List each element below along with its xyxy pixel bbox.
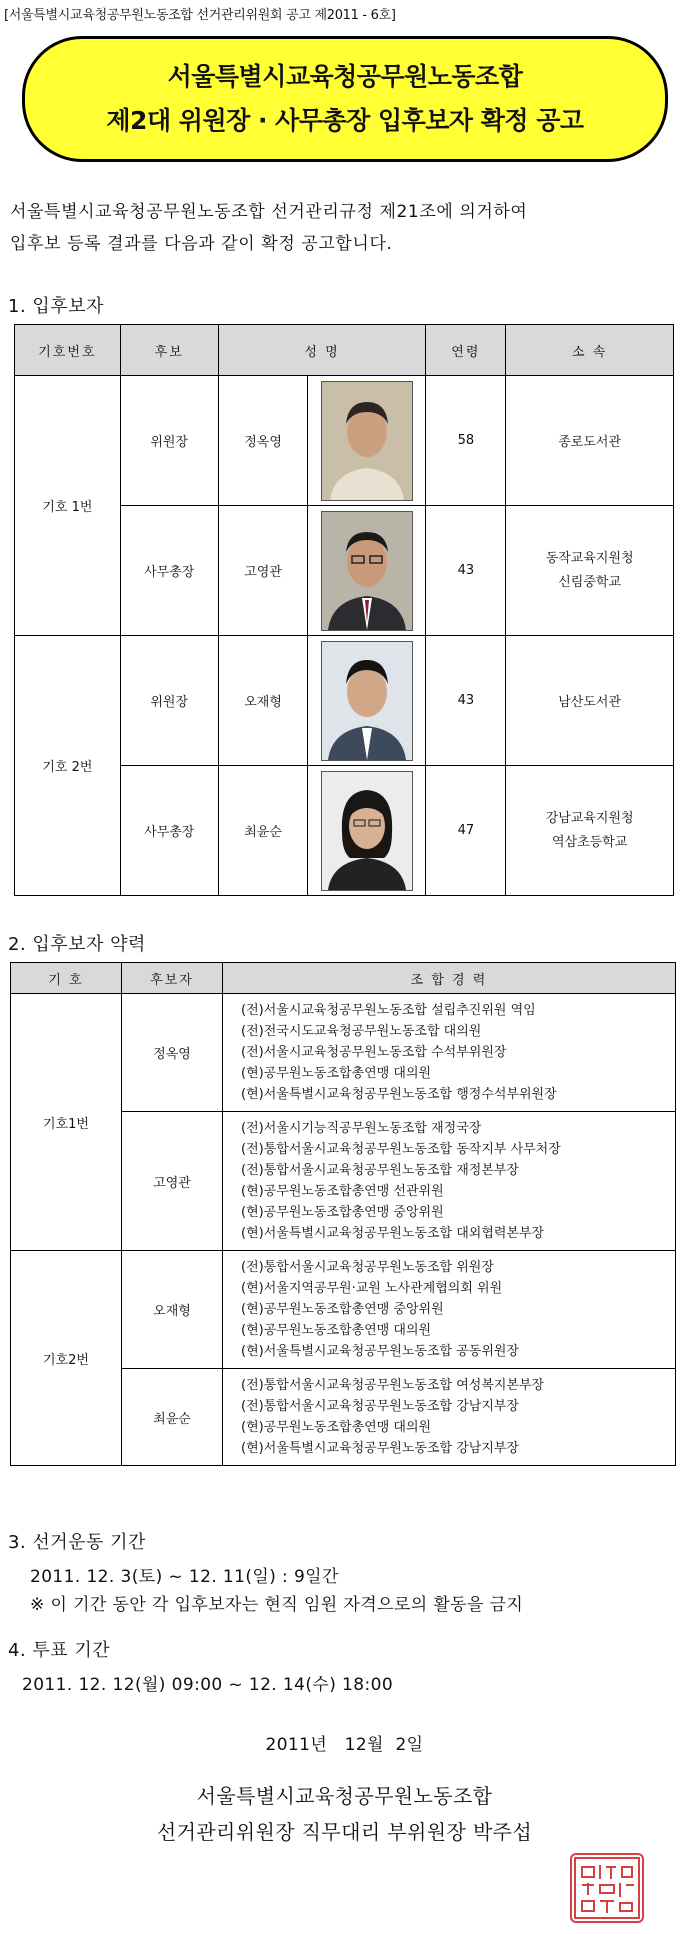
campaign-period: 2011. 12. 3(토) ~ 12. 11(일) : 9일간 — [30, 1567, 339, 1587]
candidate-affiliation — [506, 766, 674, 896]
candidate-affiliation — [506, 376, 674, 506]
title-banner — [22, 36, 668, 162]
career-name: 정옥영 — [122, 994, 223, 1112]
candidate-number: 기호 2번 — [15, 636, 121, 896]
candidate-age: 43 — [426, 506, 506, 636]
intro-text — [10, 196, 527, 260]
candidate-photo — [321, 641, 413, 761]
candidate-affiliation — [506, 636, 674, 766]
career-table-header — [11, 963, 676, 994]
candidate-table — [14, 324, 674, 896]
table-row — [15, 636, 674, 766]
campaign-note: ※ 이 기간 동안 각 입후보자는 현직 임원 자격으로의 활동을 금지 — [30, 1595, 524, 1615]
career-item: (전)통합서울시교육청공무원노동조합 여성복지본부장 — [241, 1378, 545, 1393]
career-item: (현)서울특별시교육청공무원노동조합 대외협력본부장 — [241, 1226, 545, 1241]
candidate-number: 기호 1번 — [15, 376, 121, 636]
header-age: 연령 — [426, 325, 506, 376]
official-seal — [570, 1853, 644, 1923]
intro-line-1: 서울특별시교육청공무원노동조합 선거관리규정 제21조에 의거하여 — [10, 202, 528, 222]
career-name: 오재형 — [122, 1251, 223, 1369]
header-candidate: 후보자 — [122, 963, 223, 994]
header-role: 후보 — [120, 325, 218, 376]
candidate-age: 47 — [426, 766, 506, 896]
career-item: (전)서울시기능직공무원노동조합 재정국장 — [241, 1121, 482, 1136]
intro-line-2: 입후보 등록 결과를 다음과 같이 확정 공고합니다. — [10, 234, 393, 254]
header-affiliation: 소 속 — [506, 325, 674, 376]
career-item: (현)서울특별시교육청공무원노동조합 행정수석부위원장 — [241, 1087, 557, 1102]
career-item: (현)공무원노동조합총연맹 대의원 — [241, 1420, 432, 1435]
career-history — [223, 994, 676, 1112]
header-name: 성 명 — [218, 325, 426, 376]
career-item: (전)통합서울시교육청공무원노동조합 동작지부 사무처장 — [241, 1142, 561, 1157]
signature-person: 선거관리위원장 직무대리 부위원장 박주섭 — [156, 1820, 533, 1844]
career-item: (현)공무원노동조합총연맹 대의원 — [241, 1323, 432, 1338]
header-career: 조 합 경 력 — [223, 963, 676, 994]
table-row — [11, 994, 676, 1112]
career-item: (현)공무원노동조합총연맹 선관위원 — [241, 1184, 444, 1199]
banner-line-1: 서울특별시교육청공무원노동조합 — [167, 62, 523, 91]
candidate-photo-cell — [308, 376, 426, 506]
career-item: (현)공무원노동조합총연맹 대의원 — [241, 1066, 432, 1081]
signature-org: 서울특별시교육청공무원노동조합 — [196, 1784, 493, 1808]
candidate-role: 위원장 — [120, 376, 218, 506]
career-item: (전)서울시교육청공무원노동조합 설립추진위원 역임 — [241, 1003, 536, 1018]
career-item: (현)서울특별시교육청공무원노동조합 강남지부장 — [241, 1441, 519, 1456]
header-number: 기 호 — [11, 963, 122, 994]
candidate-table-header — [15, 325, 674, 376]
career-item: (현)서울지역공무원·교원 노사관계협의회 위원 — [241, 1281, 503, 1296]
affiliation-line: 역삼초등학교 — [551, 834, 628, 850]
voting-period: 2011. 12. 12(월) 09:00 ~ 12. 14(수) 18:00 — [22, 1675, 394, 1695]
affiliation-line: 강남교육지원청 — [545, 810, 634, 826]
candidate-name: 정옥영 — [218, 376, 308, 506]
candidate-photo — [321, 381, 413, 501]
affiliation-line: 남산도서관 — [558, 695, 622, 710]
career-item: (전)통합서울시교육청공무원노동조합 위원장 — [241, 1260, 494, 1275]
candidate-age: 58 — [426, 376, 506, 506]
career-item: (현)서울특별시교육청공무원노동조합 공동위원장 — [241, 1344, 519, 1359]
career-number: 기호1번 — [11, 994, 122, 1251]
career-item: (전)전국시도교육청공무원노동조합 대의원 — [241, 1024, 482, 1039]
candidate-photo — [321, 511, 413, 631]
career-history — [223, 1112, 676, 1251]
section-4-title: 4. 투표 기간 — [8, 1640, 111, 1661]
career-item: (전)통합서울시교육청공무원노동조합 재정본부장 — [241, 1163, 519, 1178]
candidate-age: 43 — [426, 636, 506, 766]
candidate-photo-cell — [308, 636, 426, 766]
affiliation-line: 동작교육지원청 — [545, 550, 634, 566]
header-number: 기호번호 — [15, 325, 121, 376]
career-history — [223, 1251, 676, 1369]
candidate-affiliation — [506, 506, 674, 636]
table-row — [11, 1251, 676, 1369]
candidate-name: 오재형 — [218, 636, 308, 766]
career-item: (현)공무원노동조합총연맹 중앙위원 — [241, 1302, 444, 1317]
career-history — [223, 1369, 676, 1466]
career-name: 고영관 — [122, 1112, 223, 1251]
section-3-title: 3. 선거운동 기간 — [8, 1532, 146, 1553]
career-item: (전)서울시교육청공무원노동조합 수석부위원장 — [241, 1045, 507, 1060]
career-item: (전)통합서울시교육청공무원노동조합 강남지부장 — [241, 1399, 519, 1414]
candidate-photo-cell — [308, 766, 426, 896]
career-item: (현)공무원노동조합총연맹 중앙위원 — [241, 1205, 444, 1220]
section-2-title: 2. 입후보자 약력 — [8, 934, 146, 955]
career-name: 최윤순 — [122, 1369, 223, 1466]
banner-line-2: 제2대 위원장 · 사무총장 입후보자 확정 공고 — [106, 106, 584, 135]
table-row — [15, 376, 674, 506]
candidate-photo — [321, 771, 413, 891]
announcement-date: 2011년 12월 2일 — [265, 1735, 424, 1755]
candidate-role: 사무총장 — [120, 506, 218, 636]
notice-number: [서울특별시교육청공무원노동조합 선거관리위원회 공고 제2011 - 6호] — [4, 8, 396, 23]
candidate-role: 위원장 — [120, 636, 218, 766]
candidate-name: 최윤순 — [218, 766, 308, 896]
career-table — [10, 962, 676, 1466]
candidate-role: 사무총장 — [120, 766, 218, 896]
candidate-name: 고영관 — [218, 506, 308, 636]
career-number: 기호2번 — [11, 1251, 122, 1466]
affiliation-line: 신림중학교 — [558, 574, 622, 590]
section-1-title: 1. 입후보자 — [8, 296, 104, 317]
candidate-photo-cell — [308, 506, 426, 636]
affiliation-line: 종로도서관 — [558, 435, 622, 450]
